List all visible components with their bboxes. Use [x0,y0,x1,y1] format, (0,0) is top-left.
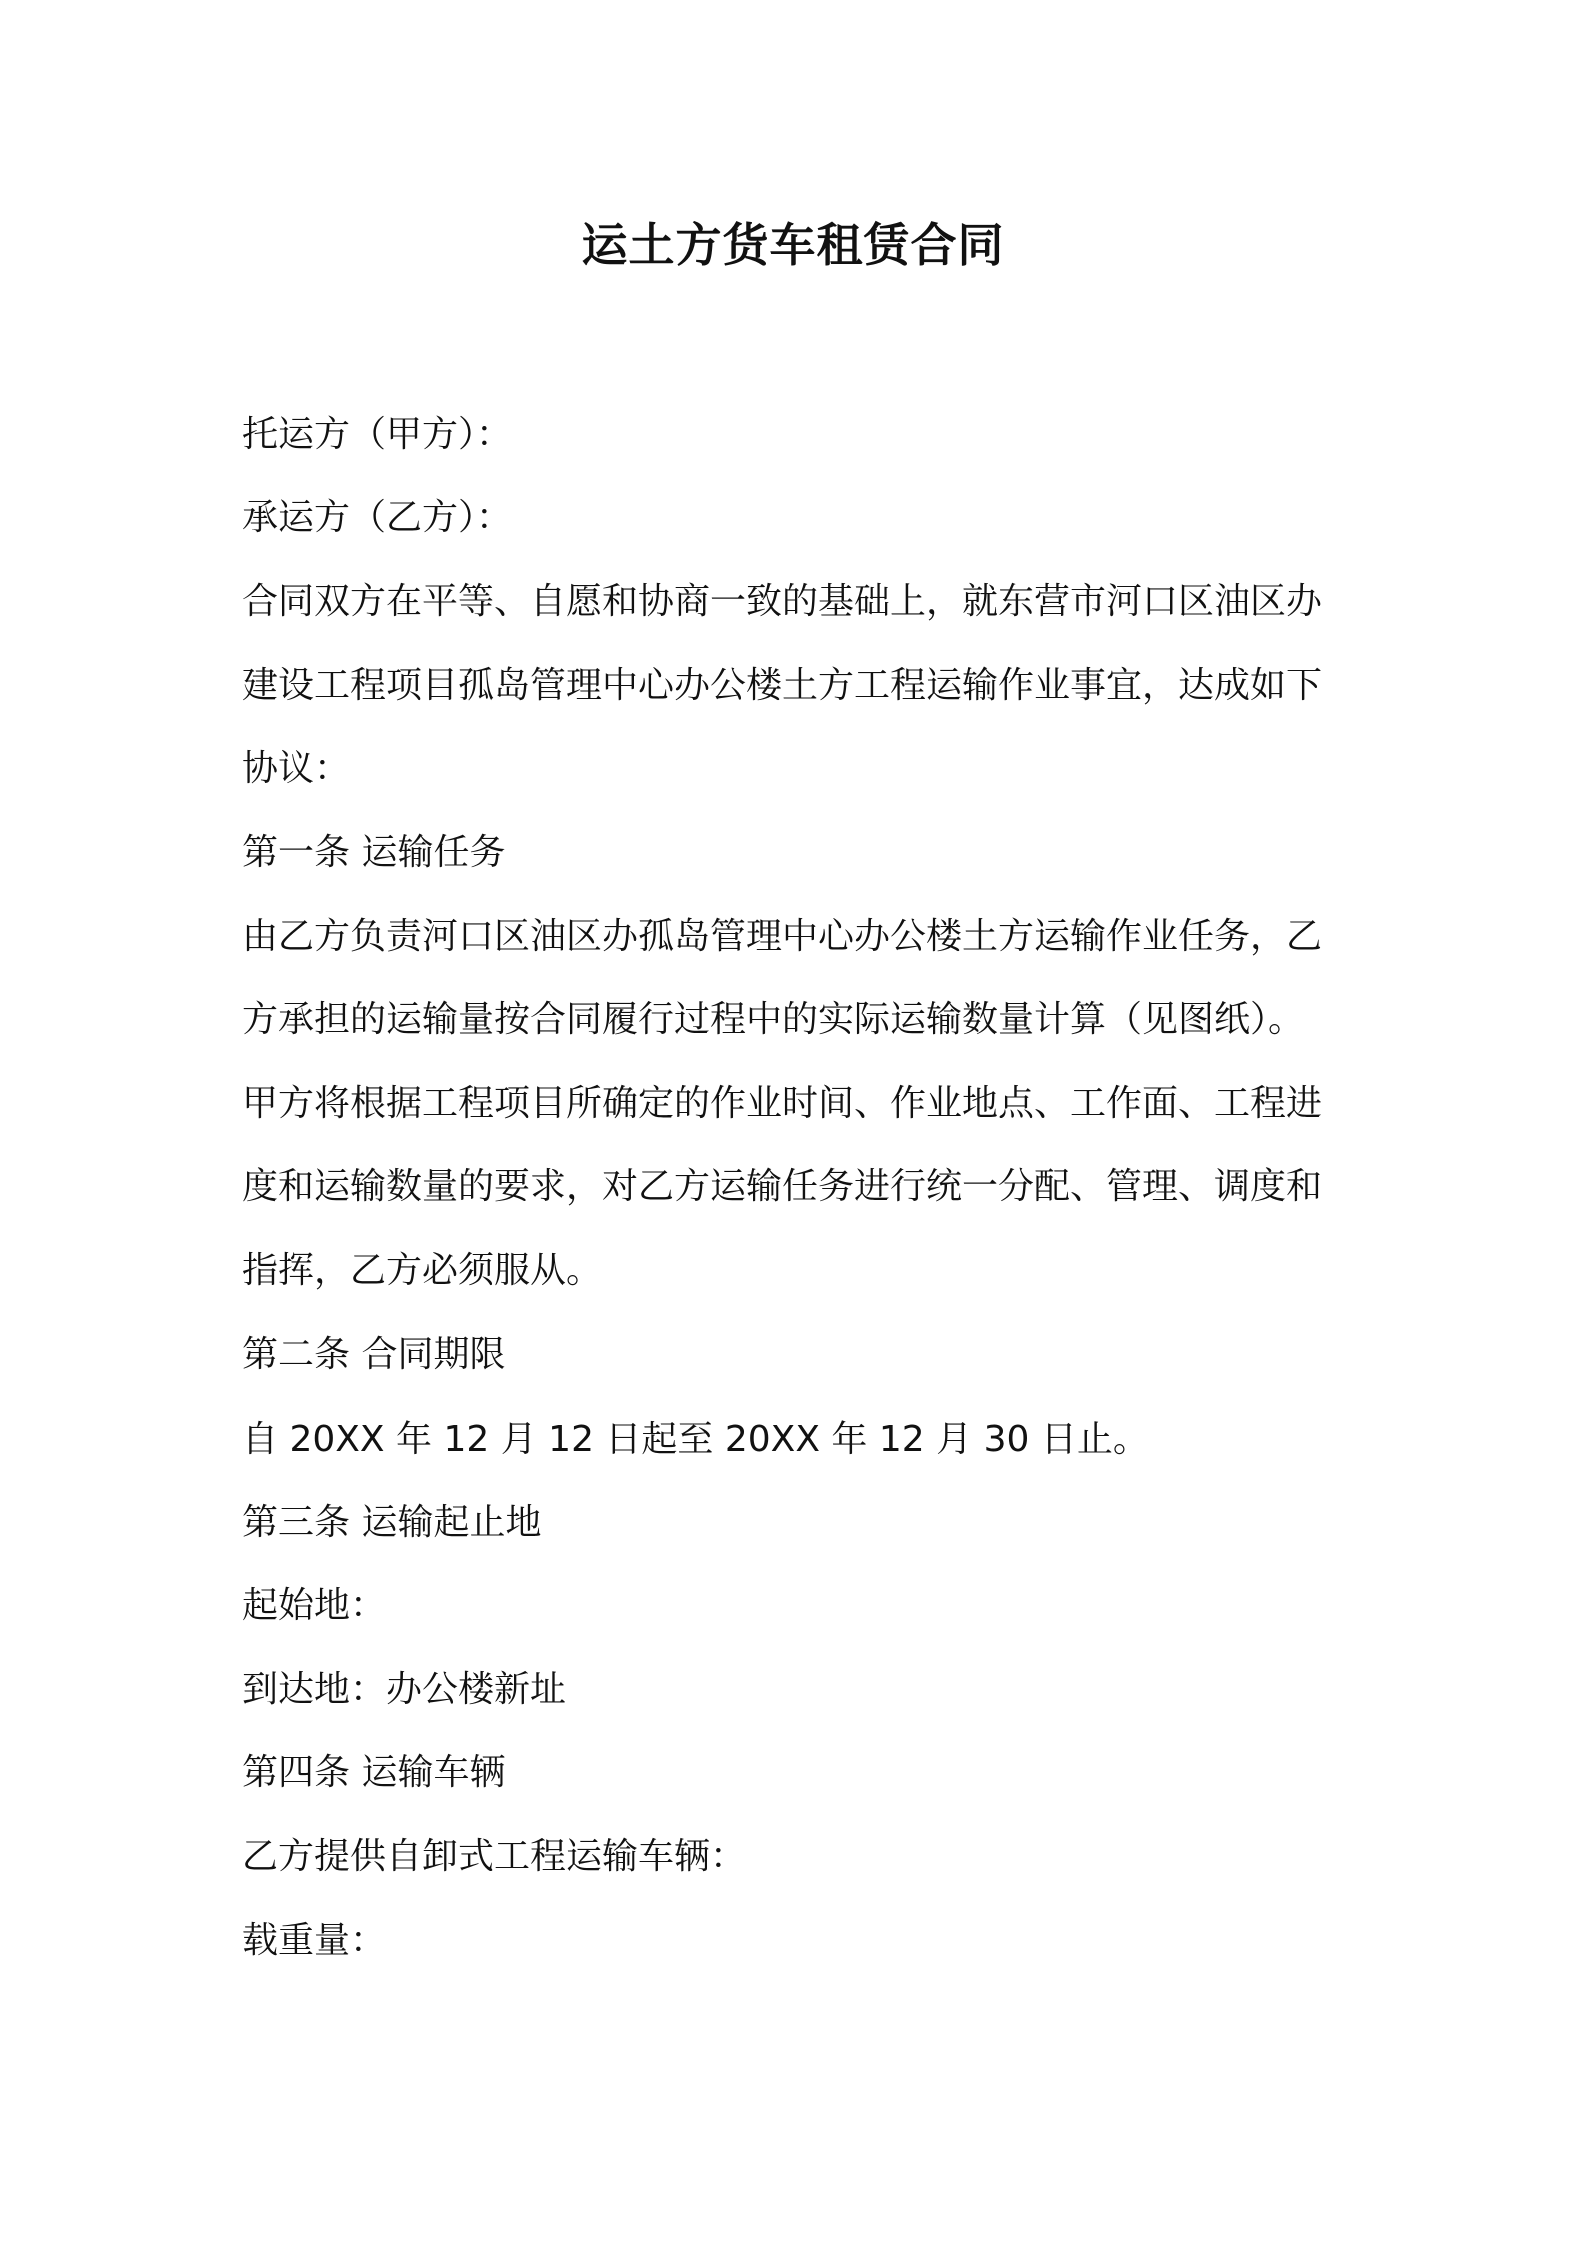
document-title: 运土方货车租赁合同 [581,218,1005,272]
article-1-heading: 第一条 运输任务 [242,832,506,873]
load-capacity-line: 载重量： [242,1920,387,1961]
article-2-heading: 第二条 合同期限 [242,1334,506,1375]
origin-line: 起始地： [242,1585,387,1626]
article-3-heading: 第三条 运输起止地 [242,1502,542,1543]
preamble-line-1: 合同双方在平等、自愿和协商一致的基础上，就东营市河口区油区办 [242,581,1323,622]
shipper-party-a-line: 托运方（甲方）： [242,414,513,455]
article-1-line-3: 甲方将根据工程项目所确定的作业时间、作业地点、工作面、工程进 [242,1083,1323,1124]
vehicle-type-line: 乙方提供自卸式工程运输车辆： [242,1836,747,1877]
destination-line: 到达地：办公楼新址 [242,1669,567,1710]
contract-term-line: 自 20XX 年 12 月 12 日起至 20XX 年 12 月 30 日止。 [242,1419,1149,1460]
article-1-line-4: 度和运输数量的要求，对乙方运输任务进行统一分配、管理、调度和 [242,1166,1323,1207]
preamble-line-3: 协议： [242,748,351,789]
article-1-line-1: 由乙方负责河口区油区办孤岛管理中心办公楼土方运输作业任务，乙 [242,916,1323,957]
article-1-line-2: 方承担的运输量按合同履行过程中的实际运输数量计算（见图纸）。 [242,999,1305,1040]
preamble-line-2: 建设工程项目孤岛管理中心办公楼土方工程运输作业事宜，达成如下 [242,665,1323,706]
article-4-heading: 第四条 运输车辆 [242,1752,506,1793]
article-1-line-5: 指挥，乙方必须服从。 [242,1250,603,1291]
carrier-party-b-line: 承运方（乙方）： [242,497,513,538]
